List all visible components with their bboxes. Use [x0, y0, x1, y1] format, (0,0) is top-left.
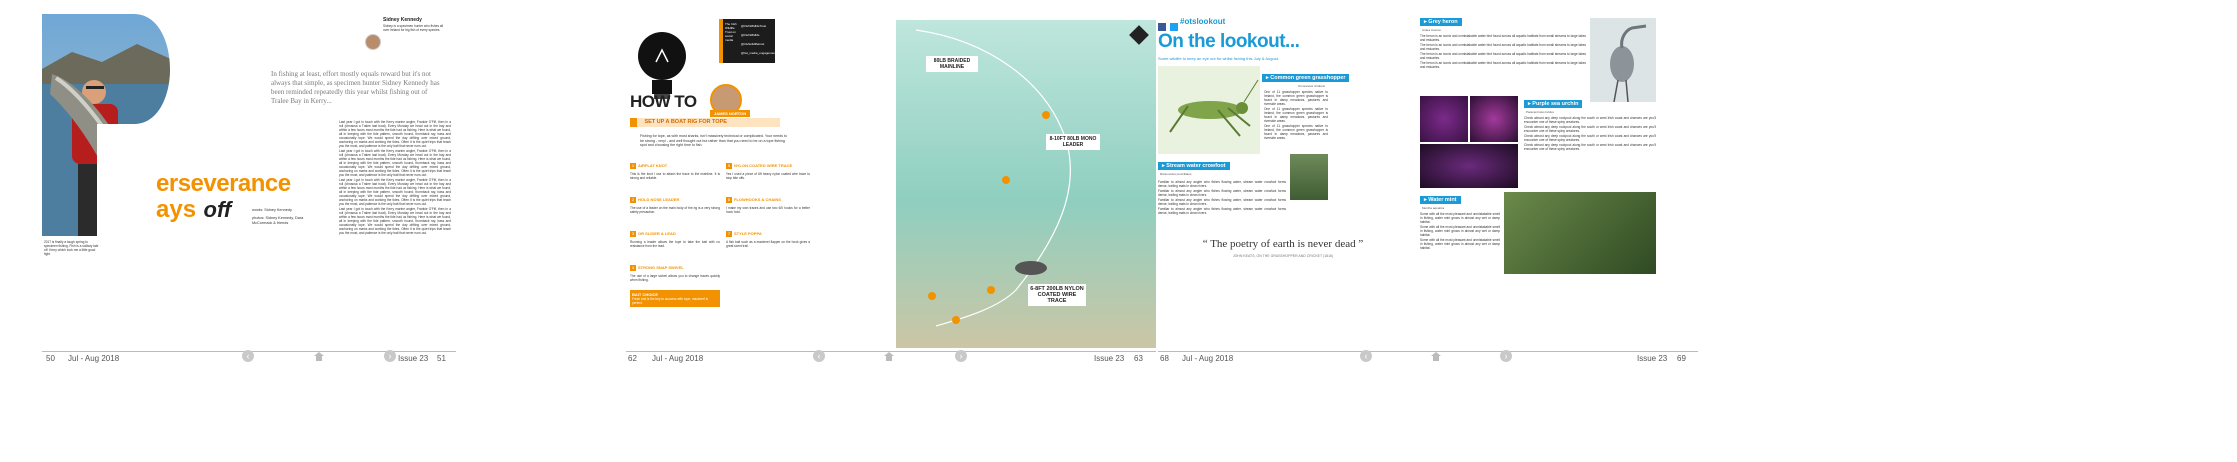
- folio-date: Jul - Aug 2018: [1182, 354, 1234, 363]
- photos-credit: photos: Sidney Kennedy, Dara McCormack & friends: [252, 216, 304, 225]
- home-icon[interactable]: [313, 351, 325, 361]
- subtitle: SET UP A BOAT RIG FOR TOPE: [644, 119, 727, 125]
- folio-right: 51: [437, 354, 446, 363]
- prev-page-button[interactable]: ‹: [813, 350, 825, 362]
- spread-perseverance: [42, 14, 456, 354]
- twitter-icon[interactable]: [1170, 23, 1178, 31]
- section-header: ▸ Grey heron: [1420, 18, 1462, 26]
- step-item: 7 STYLE POPPA A fish bait such as a mackerel flapper on the hook gives a great scent trail.: [726, 231, 810, 248]
- label-wire-trace: 6-8FT 200LB NYLON COATED WIRE TRACE: [1028, 284, 1086, 306]
- author-avatar: [365, 34, 381, 50]
- section-arrow-icon: ▸: [1266, 75, 1269, 81]
- photo-caption: 2017 is finally a tough spring to specimen fishing. Fish is a solitary tale off. Kerry which took me a little good fight.: [44, 240, 99, 256]
- home-icon[interactable]: [883, 351, 895, 361]
- crowfoot-photo: [1290, 154, 1328, 200]
- bait-tip-text: Fresh bait is the key to success with tope, mackerel is perfect.: [632, 297, 708, 305]
- section-header: ▸ Purple sea urchin: [1524, 100, 1582, 108]
- crowfoot-text: Familiar to almost any angler who fishes flowing water, stream water crowfoot forms dense, trailing mats in clean rivers. Familiar to almost any angler who fishes flowing water, stream water crowfoot forms dense, trailing mats in clean rivers. Familiar to almost any angler who fishes flowing water, stream water crowfoot forms dense, trailing mats in clean rivers. Familiar to almost any angler who fishes flowing water, stream water crowfoot forms dense, trailing mats in clean rivers.: [1158, 180, 1286, 215]
- author-badge: JAMES NORTON: [710, 110, 750, 117]
- pull-quote: “ The poetry of earth is never dead ”: [1202, 238, 1364, 250]
- step-item: 5 NYLON COATED WIRE TRACE Yes I used a piece of 6ft heavy nylon coated wire trace to stop bite offs.: [726, 163, 810, 180]
- page-subtitle: Some wildlife to keep an eye out for whilst fishing this July & August.: [1158, 56, 1279, 61]
- article-body: Last year I got in touch with the Kerry marine angler, Frankie O'Fifi, then in a roll (chnacsa a Tralee last boat). Every Monday we head out in the bay and within a few hours most months the tide had us fishing. Here is what we found, all in keeping with the tide pattern, smooth hound, thornback ray, bass and occasionally tope. We would spend the day drifting over mixed ground, anchoring on marks and working the tides. Often it is the quiet trips that teach you the most, and patience is the only bait that never runs out. Last year I got in touch with the Kerry marine angler, Frankie O'Fifi, then in a roll (chnacsa a Tralee last boat). Every Monday we head out in the bay and within a few hours most months the tide had us fishing. Here is what we found, all in keeping with the tide pattern, smooth hound, thornback ray, bass and occasionally tope. We would spend the day drifting over mixed ground, anchoring on marks and working the tides. Often it is the quiet trips that teach you the most, and patience is the only bait that never runs out. Last year I got in touch with the Kerry marine angler, Frankie O'Fifi, then in a roll (chnacsa a Tralee last boat). Every Monday we head out in the bay and within a few hours most months the tide had us fishing. Here is what we found, all in keeping with the tide pattern, smooth hound, thornback ray, bass and occasionally tope. We would spend the day drifting over mixed ground, anchoring on marks and working the tides. Often it is the quiet trips that teach you the most, and patience is the only bait that never runs out. Last year I got in touch with the Kerry marine angler, Frankie O'Fifi, then in a roll (chnacsa a Tralee last boat). Every Monday we head out in the bay and within a few hours most months the tide had us fishing. Here is what we found, all in keeping with the tide pattern, smooth hound, thornback ray, bass and occasionally tope. We would spend the day drifting over mixed ground, anchoring on marks and working the tides. Often it is the quiet trips that teach you the most, and patience is the only bait that never runs out.: [339, 120, 451, 235]
- folio-issue: Issue 23: [398, 354, 429, 363]
- section-header: ▸ Stream water crowfoot: [1158, 162, 1230, 170]
- social-box-title: The Irish Wildlife Trust on social media: [725, 22, 737, 42]
- section-latin: Omocestus viridulus: [1298, 84, 1326, 88]
- urchin-text: Check almost any deep rockpool along the south or west Irish coast and chances are you'll encounter one of these spiny creatures. Check almost any deep rockpool along the south or west Irish coast and chances are you'll encounter one of these spiny creatures. Check almost any deep rockpool along the south or west Irish coast and chances are you'll encounter one of these spiny creatures. Check almost any deep rockpool along the south or west Irish coast and chances are you'll encounter one of these spiny creatures.: [1524, 116, 1656, 151]
- folio-left: 62: [628, 354, 637, 363]
- rig-diagram: [896, 20, 1156, 348]
- folio-issue: Issue 23: [1637, 354, 1668, 363]
- facebook-icon[interactable]: [1158, 23, 1166, 31]
- section-latin: Ardea cinerea: [1422, 28, 1441, 32]
- grasshopper-photo: [1158, 66, 1260, 154]
- intro-standfirst: In fishing at least, effort mostly equals reward but it's not always that simple, as specimen hunter Sidney Kennedy has been reminded repeatedly this year whilst fishing out of Tralee Bay in Kerry...: [271, 70, 440, 105]
- section-header: ▸ Common green grasshopper: [1262, 74, 1349, 82]
- intro-text: Fishing for tope, as with most sharks, isn't massively technical or complicated. Your needs to be strong - very! - and well thought out but rather than that you need to be on a tope fishing spot and choosing the right time to fish.: [640, 134, 787, 148]
- section-arrow-icon: ▸: [1424, 197, 1427, 203]
- label-mono-leader: 8-10FT 80LB MONO LEADER: [1046, 134, 1100, 150]
- folio-right: 63: [1134, 354, 1143, 363]
- urchin-photo-1: [1420, 96, 1468, 142]
- prev-page-button[interactable]: ‹: [1360, 350, 1372, 362]
- step-item: 4 STRONG SNAP SWIVEL The use of a large swivel allows you to change traces quickly when fishing.: [630, 265, 720, 282]
- label-mainline: 80LB BRAIDED MAINLINE: [926, 56, 978, 72]
- section-latin: Paracentrotus lividus: [1526, 110, 1554, 114]
- home-icon[interactable]: [1430, 351, 1442, 361]
- section-header: ▸ Water mint: [1420, 196, 1461, 204]
- section-arrow-icon: ▸: [1424, 19, 1427, 25]
- heron-text: The heron is an iconic and unmistakable water bird found across all aquatic habitats from small streams to large lakes and estuaries. The heron is an iconic and unmistakable water bird found across all aquatic habitats from small streams to large lakes and estuaries. The heron is an iconic and unmistakable water bird found across all aquatic habitats from small streams to large lakes and estuaries. The heron is an iconic and unmistakable water bird found across all aquatic habitats from small streams to large lakes and estuaries.: [1420, 34, 1587, 69]
- section-latin: Ranunculus penicillatus: [1160, 172, 1192, 176]
- urchin-photo-2: [1470, 96, 1518, 142]
- page-title: On the lookout...: [1158, 31, 1300, 52]
- folio-date: Jul - Aug 2018: [652, 354, 704, 363]
- words-credit: words: Sidney Kennedy: [252, 208, 292, 212]
- footer-rule: [1158, 351, 1698, 352]
- steps-list: [630, 154, 810, 354]
- mint-photo: [1504, 192, 1656, 274]
- spread-on-the-lookout: [1158, 14, 1698, 354]
- headline-line1: erseverance: [156, 170, 291, 197]
- author-bio: Sidney is a specimen hunter who fishes all over Ireland for big fish of every species.: [383, 24, 444, 32]
- step-item: 1 AIRFLAT KNOT This is the knot I use to attach the trace to the mainline. It is strong and reliable.: [630, 163, 720, 180]
- grasshopper-text: One of 11 grasshopper species native to Ireland, the common green grasshopper is found in damp meadows, pastures and riverside areas. One of 11 grasshopper species native to Ireland, the common green grasshopper is found in damp meadows, pastures and riverside areas. One of 11 grasshopper species native to Ireland, the common green grasshopper is found in damp meadows, pastures and riverside areas.: [1264, 90, 1328, 140]
- section-arrow-icon: ▸: [1528, 101, 1531, 107]
- folio-issue: Issue 23: [1094, 354, 1125, 363]
- credits: [252, 208, 322, 226]
- spread-how-to: [626, 14, 1156, 354]
- step-item: 3 OR SLIDER & LEAD Running a leader allows the tope to take the bait with no resistance from the lead.: [630, 231, 720, 248]
- play-icon: [630, 118, 637, 127]
- next-page-button[interactable]: ›: [955, 350, 967, 362]
- section-arrow-icon: ▸: [1162, 163, 1165, 169]
- social-facebook[interactable]: @IrishWildlifeTrust: [741, 24, 767, 28]
- heron-photo: [1590, 18, 1656, 102]
- step-item: 2 HOLD NOSE LEADER The use of a leader on the main body of the rig is a very strong safety precaution.: [630, 197, 720, 214]
- folio-left: 68: [1160, 354, 1169, 363]
- prev-page-button[interactable]: ‹: [242, 350, 254, 362]
- how-to-title: HOW TO: [630, 92, 697, 111]
- hashtag: #otslookout: [1180, 17, 1226, 26]
- social-other[interactable]: @iwt_media_engagement: [741, 51, 776, 55]
- folio-right: 69: [1677, 354, 1686, 363]
- quote-attribution: JOHN KEATS, ON THE GRASSHOPPER AND CRICKET (1816): [1232, 254, 1334, 258]
- headline-off: off: [203, 197, 232, 222]
- folio-date: Jul - Aug 2018: [68, 354, 120, 363]
- urchin-photo-3: [1420, 144, 1518, 188]
- social-box: [719, 19, 775, 63]
- next-page-button[interactable]: ›: [384, 350, 396, 362]
- mint-text: Some with all the most pleasant and unmistakable smell in fishing, water mint grows in almost any wet or damp habitat. Some with all the most pleasant and unmistakable smell in fishing, water mint grows in almost any wet or damp habitat. Some with all the most pleasant and unmistakable smell in fishing, water mint grows in almost any wet or damp habitat.: [1420, 212, 1500, 250]
- social-instagram[interactable]: @irishwildlifetrust: [741, 42, 765, 46]
- author-name: Sidney Kennedy: [383, 17, 422, 23]
- headline-line2: ays: [156, 196, 197, 223]
- folio-left: 50: [46, 354, 55, 363]
- bait-tip-box: [630, 290, 720, 307]
- section-latin: Mentha aquatica: [1422, 206, 1445, 210]
- bait-tip-title: BAIT CHOICE: [632, 292, 658, 297]
- step-item: 6 FLOWHOOKS & CHAINS I make my own traces and use two 6/0 hooks for a better hook hold.: [726, 197, 810, 214]
- next-page-button[interactable]: ›: [1500, 350, 1512, 362]
- social-twitter[interactable]: @IrishWildlife: [741, 33, 760, 37]
- subtitle-bar: [630, 118, 780, 127]
